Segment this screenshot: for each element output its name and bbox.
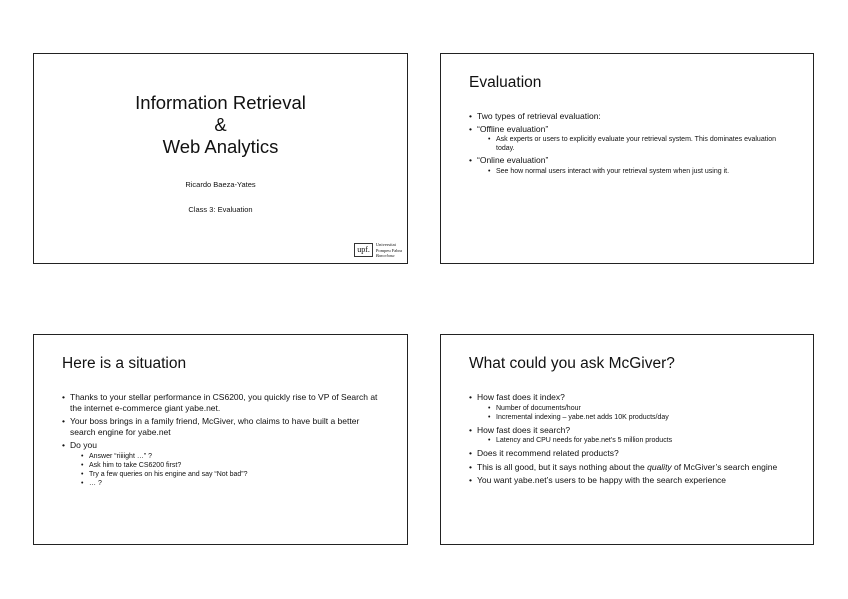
bullet-text-before: This is all good, but it says nothing about the	[477, 461, 648, 472]
bullet-text: Thanks to your stellar performance in CS6200, you quickly rise to VP of Search at the internet e-commerce giant yabe.net.	[70, 392, 378, 413]
bullet-item	[469, 425, 793, 446]
slide-heading: Here is a situation	[62, 355, 187, 372]
sub-bullet-list	[477, 404, 793, 422]
title-line: &	[214, 114, 227, 135]
sub-bullet-item: • Ask him to take CS6200 first?	[70, 461, 387, 470]
bullet-list	[62, 392, 387, 491]
bullet-item	[62, 392, 387, 413]
bullet-text: Do you	[70, 440, 97, 450]
bullet-text: “Online evaluation”	[477, 155, 549, 165]
bullet-text: How fast does it index?	[477, 392, 565, 402]
sub-bullet-item: • Answer “riiiight …” ?	[70, 452, 387, 461]
sub-bullet-list	[70, 452, 387, 488]
logo-line: Barcelona	[375, 252, 395, 258]
logo-line: Pompeu Fabra	[375, 247, 402, 253]
author-name: Ricardo Baeza-Yates	[185, 180, 256, 189]
slide-mcgiver	[440, 334, 814, 545]
bullet-text: You want yabe.net’s users to be happy with the search experience	[477, 475, 727, 485]
slide-title	[33, 53, 408, 264]
bullet-item	[62, 416, 387, 437]
sub-bullet-item: • Ask experts or users to explicitly evaluate your retrieval system. This dominates evaluation today.	[477, 135, 793, 153]
bullet-text-after: of McGiver’s search engine	[671, 461, 778, 472]
bullet-text: Does it recommend related products?	[477, 448, 619, 458]
bullet-text: “Offline evaluation”	[477, 123, 549, 134]
title-line: Information Retrieval	[135, 92, 306, 113]
sub-bullet-list	[477, 167, 793, 176]
bullet-list	[469, 392, 793, 489]
bullet-text: Two types of retrieval evaluation:	[477, 111, 601, 121]
slide-heading: What could you ask McGiver?	[469, 355, 675, 372]
bullet-item	[62, 440, 387, 488]
bullet-item	[469, 392, 793, 422]
bullet-item	[469, 111, 793, 122]
logo-mark: upf.	[354, 243, 373, 257]
sub-bullet-item: • Latency and CPU needs for yabe.net’s 5 million products	[477, 436, 793, 445]
bullet-item	[469, 475, 793, 486]
sub-bullet-item: • … ?	[70, 479, 387, 488]
title-line: Web Analytics	[162, 136, 279, 157]
slide-heading: Evaluation	[469, 74, 542, 91]
slide-situation	[33, 334, 408, 545]
sub-bullet-item: • See how normal users interact with your retrieval system when just using it.	[477, 167, 793, 176]
logo-line: Universitat	[375, 242, 396, 248]
sub-bullet-item: • Incremental indexing – yabe.net adds 10K products/day	[477, 413, 793, 422]
university-logo	[354, 242, 402, 258]
bullet-text: How fast does it search?	[477, 424, 571, 435]
bullet-item	[469, 155, 793, 176]
slide-evaluation	[440, 53, 814, 264]
bullet-item	[469, 124, 793, 154]
bullet-text-emphasis: quality	[647, 461, 672, 472]
bullet-text: Your boss brings in a family friend, McGiver, who claims to have built a better search engine for yabe.net	[70, 416, 360, 437]
sub-bullet-list	[477, 135, 793, 153]
sub-bullet-item: • Number of documents/hour	[477, 404, 793, 413]
class-subtitle: Class 3: Evaluation	[188, 205, 253, 214]
sub-bullet-item: • Try a few queries on his engine and say “Not bad”?	[70, 470, 387, 479]
bullet-item	[469, 462, 793, 473]
bullet-item	[469, 448, 793, 459]
logo-text	[376, 242, 402, 258]
bullet-list	[469, 111, 793, 178]
presentation-title	[34, 92, 407, 158]
sub-bullet-list	[477, 436, 793, 445]
